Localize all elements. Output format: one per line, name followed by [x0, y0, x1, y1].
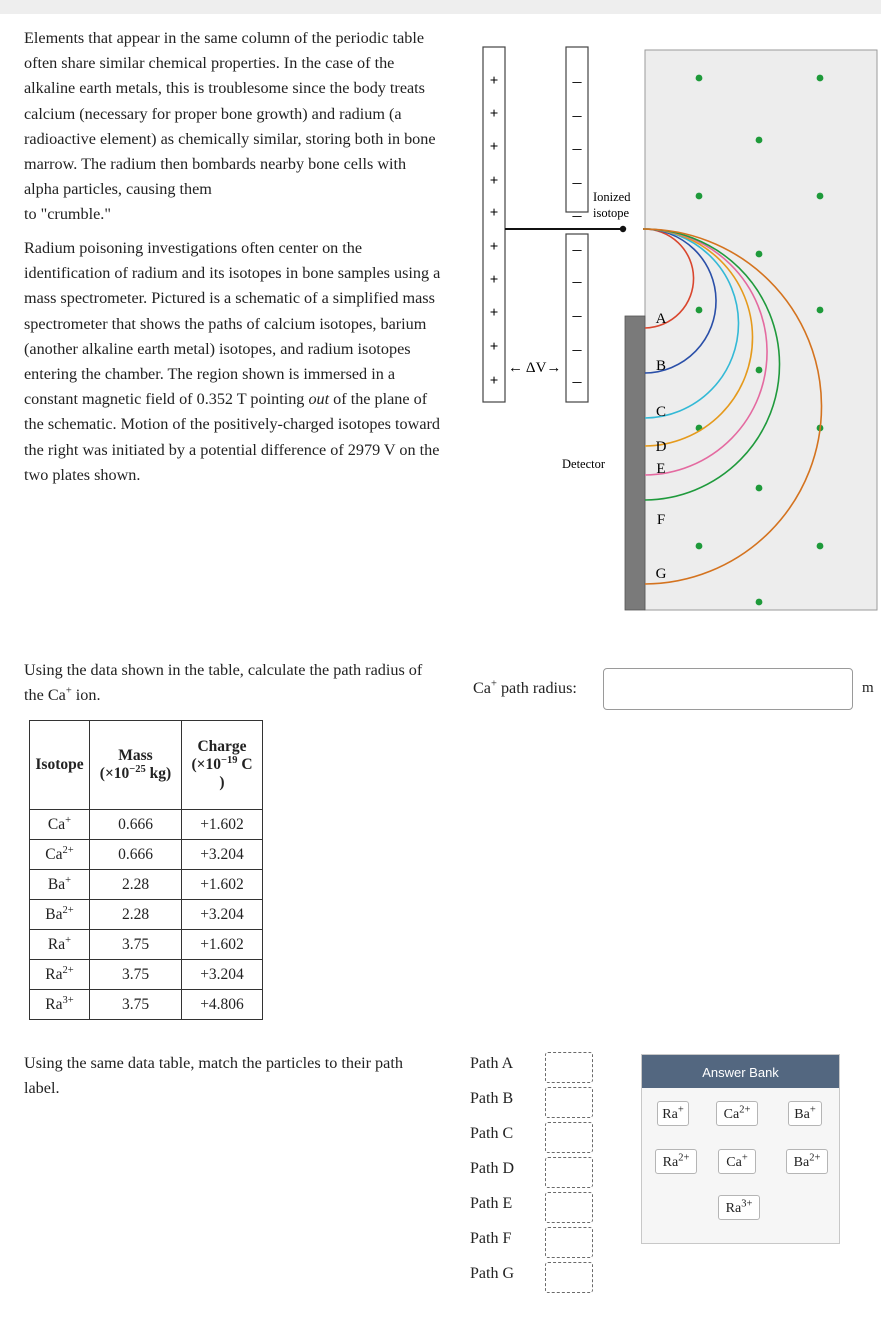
- magnetic-field-dot: [696, 543, 703, 550]
- charge-cell: +4.806: [182, 990, 263, 1020]
- answer-bank-title: Answer Bank: [642, 1055, 839, 1088]
- magnetic-field-dot: [817, 75, 824, 82]
- answer-chip[interactable]: $Ca^{2+}$: [716, 1101, 758, 1126]
- table-row: [30, 810, 263, 840]
- magnetic-field-dot: [756, 367, 763, 374]
- magnetic-field-dot: [696, 307, 703, 314]
- path-label: Path E: [470, 1195, 513, 1212]
- charge-cell: +3.204: [182, 840, 263, 870]
- isotope-label: isotope: [593, 206, 630, 220]
- minus-sign: –: [572, 239, 582, 259]
- answer-chip[interactable]: Ba+: [788, 1101, 822, 1126]
- path-label: Path F: [470, 1230, 512, 1247]
- detector-plate: [625, 316, 645, 610]
- header-charge-title: Charge: [197, 738, 247, 755]
- minus-sign: –: [572, 339, 582, 359]
- charge-cell: +1.602: [182, 810, 263, 840]
- path-label: Path C: [470, 1125, 514, 1142]
- minus-sign: –: [572, 305, 582, 325]
- question-1-text: Using the data shown in the table, calculate the path radius of the Ca: [24, 661, 423, 705]
- table-row: [30, 990, 263, 1020]
- isotope-data-table: [29, 720, 263, 1020]
- intro-paragraph-1: [24, 26, 444, 228]
- path-label: Path D: [470, 1160, 514, 1177]
- magnetic-field-dot: [817, 193, 824, 200]
- table-row: [30, 930, 263, 960]
- charge-cell: +1.602: [182, 930, 263, 960]
- mass-cell: 2.28: [90, 900, 182, 930]
- header-charge-close: ): [219, 774, 225, 791]
- header-charge-unit: (×10: [191, 756, 221, 773]
- mass-cell: 0.666: [90, 840, 182, 870]
- magnetic-field-dot: [696, 75, 703, 82]
- path-drop-target[interactable]: [545, 1262, 593, 1293]
- magnetic-field-dot: [817, 543, 824, 550]
- detector-label: Detector: [562, 457, 606, 471]
- intro-text-2a: Radium poisoning investigations often center on the identification of radium and its isotopes in bone samples using a mass spectrometer. Pictured is a schematic of a simplified mass spectrometer that shows the paths of calcium isotopes, barium (another alkaline earth metal) isotopes, and radium isotopes entering the chamber. The region shown is immersed in a constant magnetic field of 0.352 T pointing: [24, 239, 441, 409]
- table-row: [30, 960, 263, 990]
- header-charge: [182, 721, 263, 810]
- path-letter: F: [656, 512, 666, 528]
- isotope-cell: $Ba^{2+}$: [30, 900, 90, 930]
- minus-sign: –: [572, 371, 582, 391]
- plus-sign: +: [489, 272, 499, 288]
- header-mass: [90, 721, 182, 810]
- answer-bank: [641, 1054, 840, 1244]
- question-1: [24, 658, 434, 708]
- intro-text-2b: of the plane of the schematic. Motion of the positively-charged isotopes toward the right was initiated by a potential difference of 2979 V on the two plates shown.: [24, 390, 440, 484]
- mass-cell: 2.28: [90, 870, 182, 900]
- question-1-text-end: ion.: [71, 686, 101, 705]
- answer-label-sup: +: [490, 678, 497, 690]
- intro-emphasis: out: [308, 390, 330, 409]
- isotope-cell: Ra+: [30, 930, 90, 960]
- top-bar: [0, 0, 881, 14]
- table-row: [30, 900, 263, 930]
- table-row: [30, 840, 263, 870]
- magnetic-field-dot: [817, 307, 824, 314]
- minus-sign: –: [572, 205, 582, 225]
- plus-sign: +: [489, 73, 499, 89]
- mass-cell: 3.75: [90, 960, 182, 990]
- path-label: Path A: [470, 1055, 514, 1072]
- answer-chip[interactable]: $Ra^{3+}$: [718, 1195, 760, 1220]
- path-label: Path B: [470, 1090, 514, 1107]
- header-isotope: Isotope: [30, 721, 90, 810]
- path-letter: A: [655, 311, 667, 327]
- header-charge-unit-b: C: [237, 756, 253, 773]
- magnetic-field-dot: [756, 485, 763, 492]
- plus-sign: +: [489, 205, 499, 221]
- magnetic-field-dot: [756, 137, 763, 144]
- magnetic-field-dot: [756, 251, 763, 258]
- intro-text-end: to "crumble.": [24, 205, 111, 224]
- header-mass-unit: (×10: [99, 765, 130, 782]
- path-drop-target[interactable]: [545, 1052, 593, 1083]
- header-mass-unit-b: kg): [145, 765, 172, 782]
- answer-chip[interactable]: Ca+: [718, 1149, 756, 1174]
- isotope-cell: $Ra^{3+}$: [30, 990, 90, 1020]
- answer-label: [473, 679, 577, 698]
- plus-sign: +: [489, 373, 499, 389]
- mass-cell: 3.75: [90, 990, 182, 1020]
- intro-text: Elements that appear in the same column of the periodic table often share similar chemical properties. In the case of the alkaline earth metals, this is troublesome since the body treats calcium (necessary for proper bone growth) and radium (a radioactive element) as chemically similar, storing both in bone marrow. The radium then bombards nearby bone cells with alpha particles, causing them: [24, 29, 436, 199]
- path-drop-target[interactable]: [545, 1087, 593, 1118]
- magnetic-field-dot: [756, 599, 763, 606]
- header-mass-exp: −25: [129, 763, 146, 775]
- plus-sign: +: [489, 339, 499, 355]
- path-letter: C: [655, 404, 667, 420]
- isotope-cell: $Ca^{2+}$: [30, 840, 90, 870]
- plus-sign: +: [489, 139, 499, 155]
- minus-sign: –: [572, 271, 582, 291]
- header-charge-exp: −19: [220, 754, 238, 766]
- mass-cell: 3.75: [90, 930, 182, 960]
- path-label: Path G: [470, 1265, 514, 1282]
- magnetic-field-dot: [696, 193, 703, 200]
- mass-spectrometer-diagram: [478, 46, 881, 618]
- ionized-label: Ionized: [593, 190, 631, 204]
- isotope-cell: Ca+: [30, 810, 90, 840]
- answer-label-ion: Ca: [473, 679, 491, 697]
- minus-sign: –: [572, 172, 582, 192]
- table-row: [30, 870, 263, 900]
- isotope-cell: Ba+: [30, 870, 90, 900]
- path-letter: D: [655, 439, 667, 455]
- answer-chip[interactable]: $Ra^{2+}$: [655, 1149, 697, 1174]
- charge-cell: +3.204: [182, 960, 263, 990]
- isotope-cell: $Ra^{2+}$: [30, 960, 90, 990]
- path-letter: E: [656, 461, 666, 477]
- plus-sign: +: [489, 106, 499, 122]
- path-drop-target[interactable]: [545, 1122, 593, 1153]
- minus-sign: –: [572, 138, 582, 158]
- path-drop-target[interactable]: [545, 1192, 593, 1223]
- path-letter: G: [655, 566, 667, 582]
- path-letter: B: [655, 358, 667, 374]
- question-1-sup: +: [65, 685, 72, 697]
- ion-source-dot: [620, 226, 626, 232]
- plus-sign: +: [489, 173, 499, 189]
- plus-sign: +: [489, 305, 499, 321]
- voltage-label: ← ΔV→: [508, 360, 562, 376]
- question-2: Using the same data table, match the particles to their path label.: [24, 1054, 403, 1098]
- ca-path-radius-input[interactable]: [603, 668, 853, 710]
- path-drop-target[interactable]: [545, 1157, 593, 1188]
- charge-cell: +1.602: [182, 870, 263, 900]
- answer-label-text: path radius:: [496, 679, 577, 697]
- answer-chip[interactable]: Ra+: [657, 1101, 689, 1126]
- minus-sign: –: [572, 71, 582, 91]
- charge-cell: +3.204: [182, 900, 263, 930]
- mass-cell: 0.666: [90, 810, 182, 840]
- minus-sign: –: [572, 105, 582, 125]
- magnetic-chamber: [645, 50, 877, 610]
- path-drop-target[interactable]: [545, 1227, 593, 1258]
- intro-paragraph-2: [24, 236, 444, 488]
- header-mass-title: Mass: [118, 747, 153, 764]
- plus-sign: +: [489, 239, 499, 255]
- answer-chip[interactable]: $Ba^{2+}$: [786, 1149, 828, 1174]
- unit-label: m: [862, 680, 874, 696]
